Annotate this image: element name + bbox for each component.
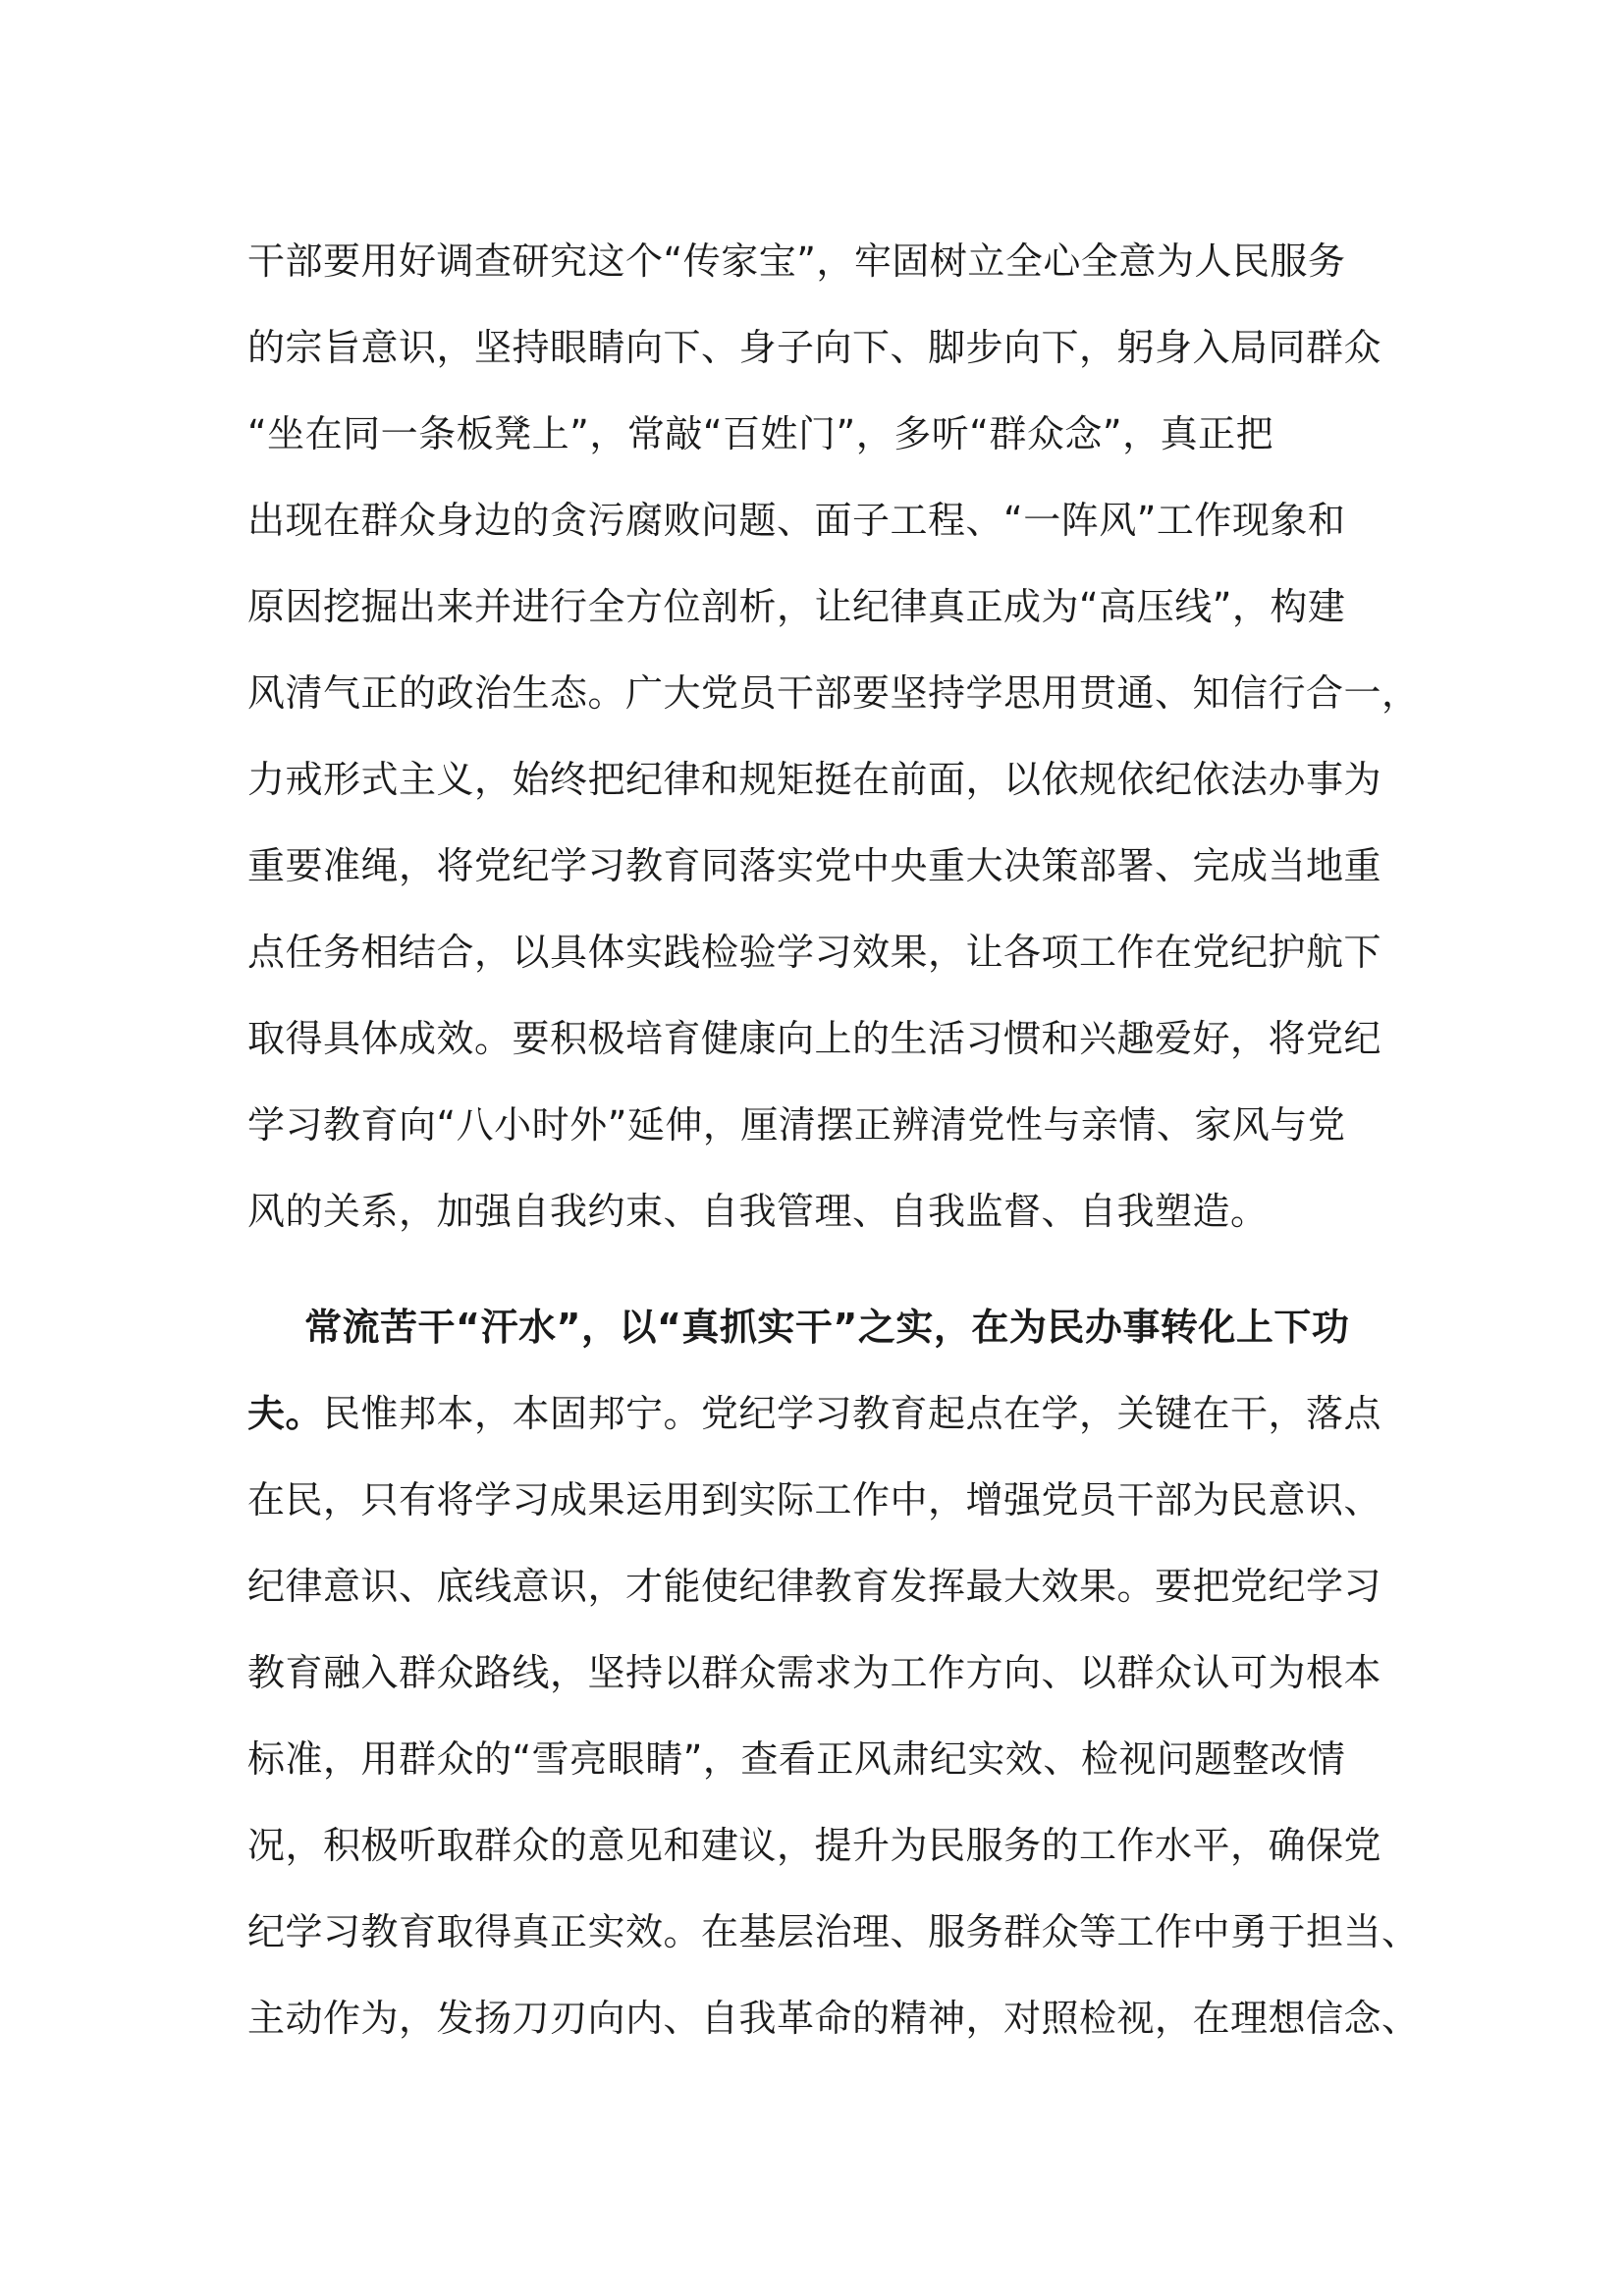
paragraph-heading: 常流苦干“汗水”，以“真抓实干”之实，在为民办事转化上下功	[304, 1306, 1350, 1349]
paragraph-line: 重要准绳，将党纪学习教育同落实党中央重大决策部署、完成当地重	[247, 844, 1382, 887]
paragraph-line: 取得具体成效。要积极培育健康向上的生活习惯和兴趣爱好，将党纪	[247, 1017, 1382, 1060]
paragraph-line: 学习教育向“八小时外”延伸，厘清摆正辨清党性与亲情、家风与党	[247, 1103, 1346, 1147]
paragraph-line: 点任务相结合，以具体实践检验学习效果，让各项工作在党纪护航下	[247, 931, 1382, 974]
paragraph-line: 纪律意识、底线意识，才能使纪律教育发挥最大效果。要把党纪学习	[247, 1565, 1382, 1608]
paragraph-line: 况，积极听取群众的意见和建议，提升为民服务的工作水平，确保党	[247, 1824, 1382, 1867]
paragraph-line: 风的关系，加强自我约束、自我管理、自我监督、自我塑造。	[247, 1190, 1269, 1233]
paragraph-line: 主动作为，发扬刀刃向内、自我革命的精神，对照检视，在理想信念、	[247, 1997, 1420, 2040]
paragraph-line: “坐在同一条板凳上”，常敲“百姓门”，多听“群众念”，真正把	[247, 412, 1274, 455]
paragraph-line	[247, 1370, 1386, 1457]
paragraph-line: 纪学习教育取得真正实效。在基层治理、服务群众等工作中勇于担当、	[247, 1910, 1420, 1953]
paragraph-2	[247, 1284, 1420, 2061]
paragraph-heading-end: 夫。	[247, 1392, 324, 1435]
paragraph-line: 干部要用好调查研究这个“传家宝”，牢固树立全心全意为人民服务	[247, 240, 1346, 283]
paragraph-line: 在民，只有将学习成果运用到实际工作中，增强党员干部为民意识、	[247, 1478, 1382, 1522]
paragraph-line-text: 民惟邦本，本固邦宁。党纪学习教育起点在学，关键在干，落点	[323, 1392, 1382, 1435]
paragraph-line: 的宗旨意识，坚持眼睛向下、身子向下、脚步向下，躬身入局同群众	[247, 326, 1382, 369]
paragraph-line: 力戒形式主义，始终把纪律和规矩挺在前面，以依规依纪依法办事为	[247, 758, 1382, 801]
paragraph-line: 教育融入群众路线，坚持以群众需求为工作方向、以群众认可为根本	[247, 1651, 1382, 1694]
paragraph-line: 出现在群众身边的贪污腐败问题、面子工程、“一阵风”工作现象和	[247, 499, 1346, 542]
paragraph-line: 风清气正的政治生态。广大党员干部要坚持学思用贯通、知信行合一，	[247, 671, 1420, 715]
paragraph-1	[247, 218, 1420, 1255]
paragraph-line: 原因挖掘出来并进行全方位剖析，让纪律真正成为“高压线”，构建	[247, 585, 1346, 628]
paragraph-line: 标准，用群众的“雪亮眼睛”，查看正风肃纪实效、检视问题整改情	[247, 1737, 1346, 1781]
